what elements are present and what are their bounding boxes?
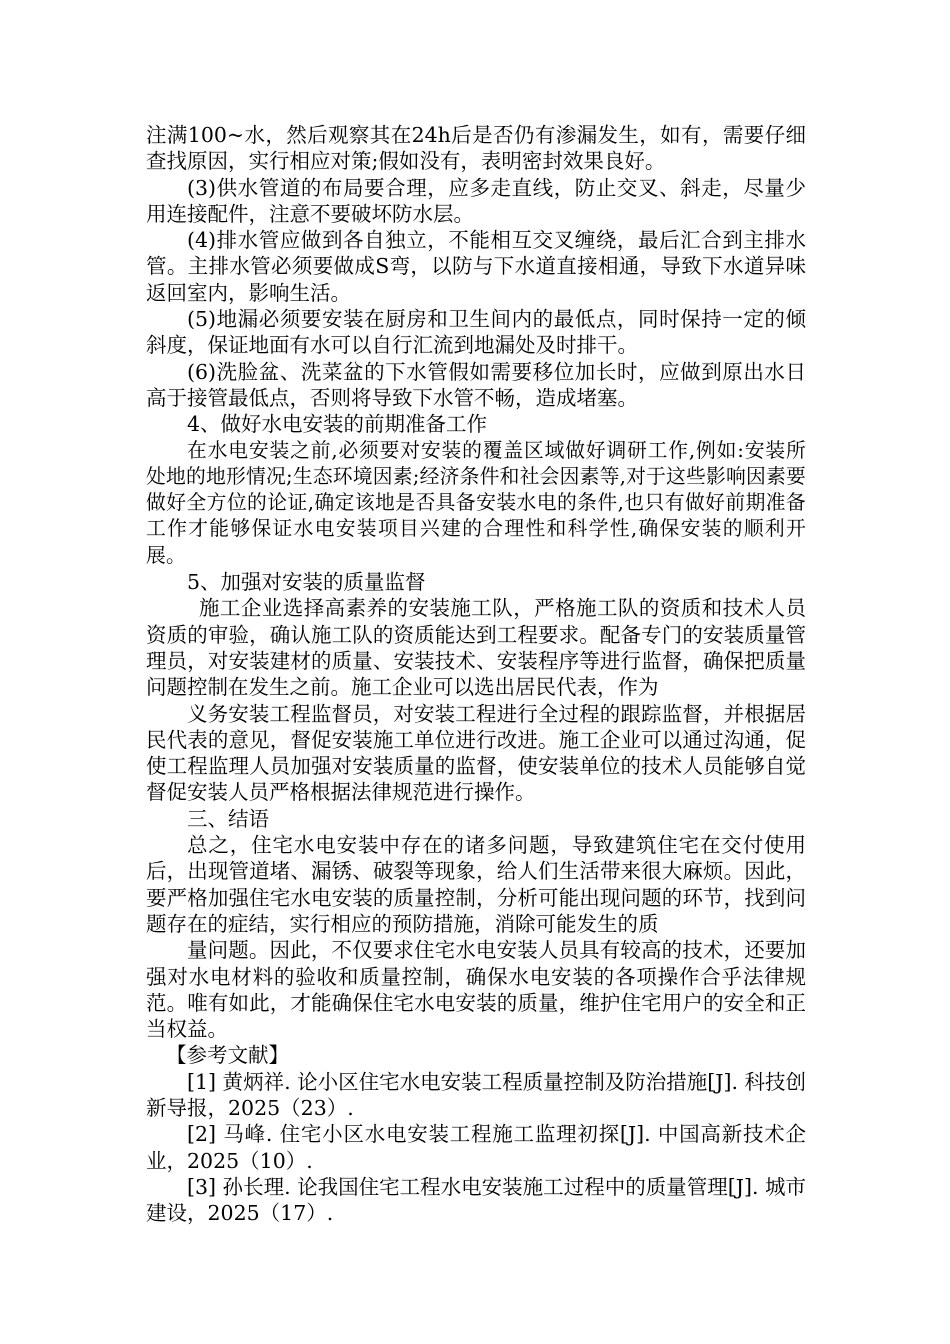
paragraph-quality-supervision: 施工企业选择高素养的安装施工队，严格施工队的资质和技术人员资质的审验，确认施工队的资质能达到工程要求。配备专门的安装质量管理员，对安装建材的质量、安装技术、安装程序等进行监督，确保把质量问题控制在发生之前。施工企业可以选出居民代表，作为 <box>146 596 806 700</box>
section-heading-4: 4、做好水电安装的前期准备工作 <box>187 412 488 437</box>
paragraph-item-5: (5)地漏必须要安装在厨房和卫生间内的最低点，同时保持一定的倾斜度，保证地面有水可以自行汇流到地漏处及时排干。 <box>146 307 806 358</box>
paragraph-item-6: (6)洗脸盆、洗菜盆的下水管假如需要移位加长时，应做到原出水日高于接管最低点，否则将导致下水管不畅，造成堵塞。 <box>146 359 806 410</box>
paragraph-continuation: 注满100~水，然后观察其在24h后是否仍有渗漏发生，如有，需要仔细查找原因，实行相应对策;假如没有，表明密封效果良好。 <box>146 123 806 174</box>
paragraph-preparation: 在水电安装之前,必须要对安装的覆盖区域做好调研工作,例如:安装所处地的地形情况;生态环境因素;经济条件和社会因素等,对于这些影响因素要做好全方位的论证,确定该地是否具备安装水电的条件,也只有做好前期准备工作才能够保证水电安装项目兴建的合理性和科学性,确保安装的顺利开展。 <box>146 438 806 567</box>
reference-item-1: [1] 黄炳祥. 论小区住宅水电安装工程质量控制及防治措施[J]. 科技创新导报，2025（23）. <box>146 1069 806 1120</box>
document-body <box>146 122 806 1226</box>
paragraph-item-3: (3)供水管道的布局要合理，应多走直线，防止交叉、斜走，尽量少用连接配件，注意不要破坏防水层。 <box>146 175 806 226</box>
section-heading-conclusion: 三、结语 <box>187 806 269 831</box>
reference-item-3: [3] 孙长理. 论我国住宅工程水电安装施工过程中的质量管理[J]. 城市建设，2025（17）. <box>146 1174 806 1226</box>
paragraph-conclusion-1: 总之，住宅水电安装中存在的诸多问题，导致建筑住宅在交付使用后，出现管道堵、漏锈、破裂等现象，给人们生活带来很大麻烦。因此，要严格加强住宅水电安装的质量控制，分析可能出现问题的环节，找到问题存在的症结，实行相应的预防措施，消除可能发生的质 <box>146 833 806 936</box>
paragraph-supervisor: 义务安装工程监督员，对安装工程进行全过程的跟踪监督，并根据居民代表的意见，督促安装施工单位进行改进。施工企业可以通过沟通，促使工程监理人员加强对安装质量的监督，使安装单位的技术人员能够自觉督促安装人员严格根据法律规范进行操作。 <box>146 701 806 805</box>
paragraph-conclusion-2: 量问题。因此，不仅要求住宅水电安装人员具有较高的技术，还要加强对水电材料的验收和质量控制，确保水电安装的各项操作合乎法律规范。唯有如此，才能确保住宅水电安装的质量，维护住宅用户的安全和正当权益。 <box>146 938 806 1042</box>
section-heading-5: 5、加强对安装的质量监督 <box>187 570 426 595</box>
paragraph-item-4: (4)排水管应做到各自独立，不能相互交叉缠绕，最后汇合到主排水管。主排水管必须要做成S弯，以防与下水道直接相通，导致下水道异味返回室内，影响生活。 <box>146 228 806 305</box>
reference-item-2: [2] 马峰. 住宅小区水电安装工程施工监理初探[J]. 中国高新技术企业，2025（10）. <box>146 1122 806 1173</box>
references-title: 【参考文献】 <box>166 1043 289 1068</box>
